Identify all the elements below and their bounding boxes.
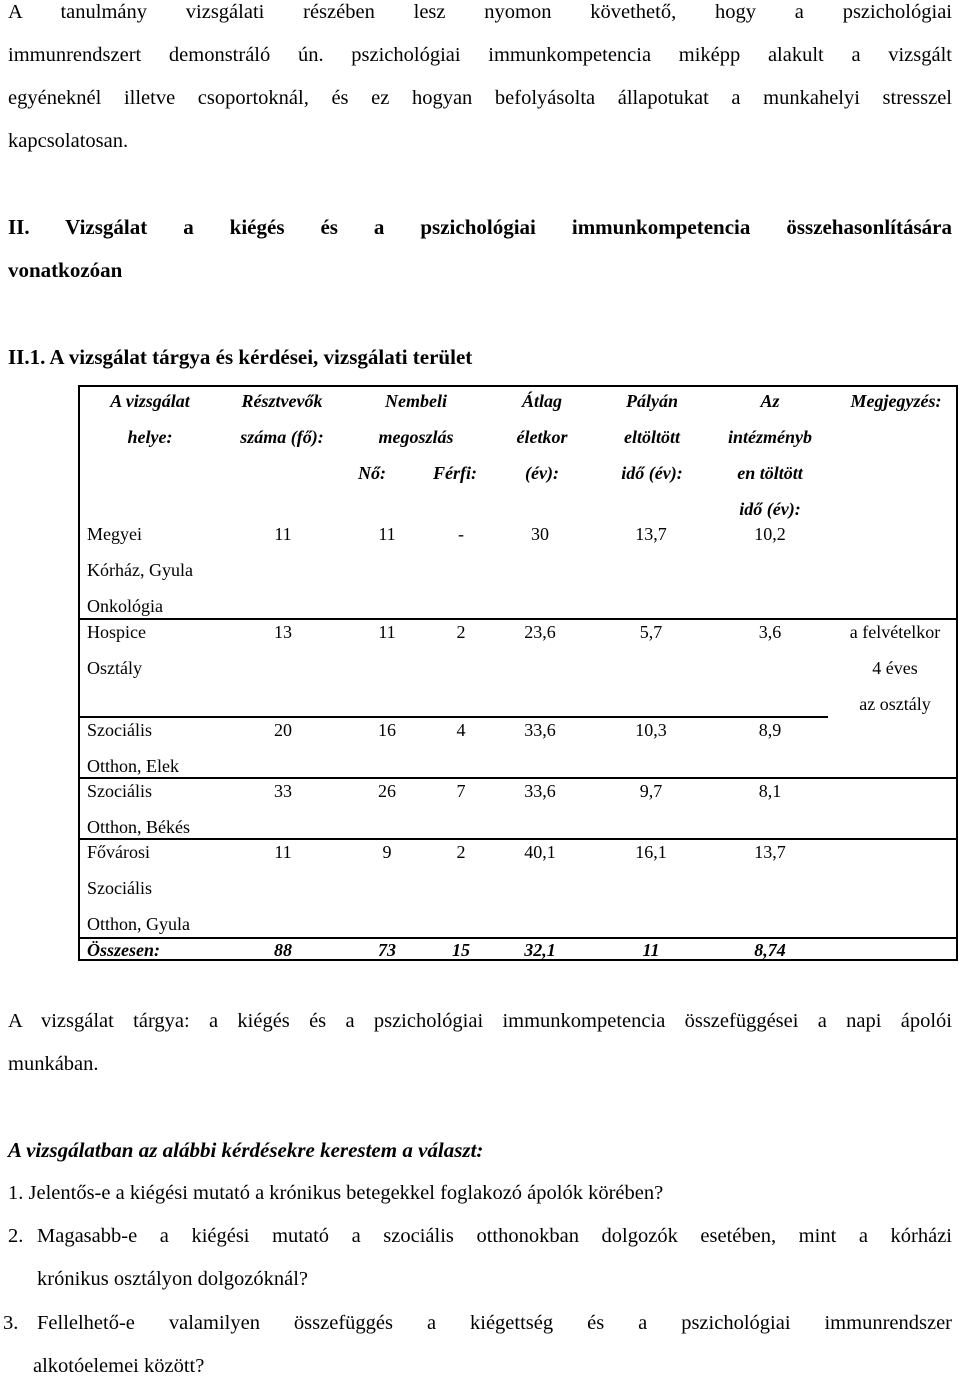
total-participants: 88 [274, 940, 292, 960]
row-2-female: 11 [378, 622, 396, 642]
intro-line-3: egyéneknél illetve csoportoknál, és ez hogyan befolyásolta állapotukat a munkahelyi stresszel [8, 87, 952, 109]
row-4-female: 26 [378, 781, 396, 801]
row-5-age: 40,1 [524, 842, 556, 862]
row-1-place: Megyei Kórház, Gyula Onkológia [87, 524, 193, 616]
question-2-number: 2. [8, 1225, 24, 1247]
intro-line-1: A tanulmány vizsgálati részében lesz nyomon követhető, hogy a pszichológiai [8, 1, 952, 23]
header-female: Nő: [358, 463, 386, 483]
row-1-participants: 11 [274, 524, 292, 544]
row-2-career: 5,7 [639, 622, 663, 642]
row-5-male: 2 [456, 842, 466, 862]
row-4-place: Szociális Otthon, Békés [87, 781, 190, 837]
row-3-institution: 8,9 [758, 720, 782, 740]
total-label: Összesen: [87, 940, 161, 960]
row-5-participants: 11 [274, 842, 292, 862]
row-4-career: 9,7 [639, 781, 663, 801]
row-5-female: 9 [382, 842, 392, 862]
header-note: Megjegyzés: [850, 391, 942, 411]
row-3-place: Szociális Otthon, Elek [87, 720, 179, 776]
section-heading-line-2: vonatkozóan [8, 258, 123, 282]
row-3-age: 33,6 [524, 720, 556, 740]
data-table [78, 385, 958, 961]
sub-heading: II.1. A vizsgálat tárgya és kérdései, vizsgálati terület [8, 345, 473, 369]
row-5-place: Fővárosi Szociális Otthon, Gyula [87, 842, 190, 934]
row-5-career: 16,1 [635, 842, 667, 862]
question-3-line-1: Fellelhető-e valamilyen összefüggés a kiégettség és a pszichológiai immunrendszer [37, 1312, 952, 1334]
row-2-place: Hospice Osztály [87, 622, 146, 678]
question-3-line-2: alkotóelemei között? [33, 1355, 205, 1377]
row-1-age: 30 [531, 524, 549, 544]
header-career: Pályán eltöltött idő (év): [621, 391, 683, 483]
row-4-institution: 8,1 [758, 781, 782, 801]
row-3-female: 16 [378, 720, 396, 740]
row-4-participants: 33 [274, 781, 292, 801]
row-3-career: 10,3 [635, 720, 667, 740]
header-age: Átlag életkor (év): [516, 391, 568, 483]
row-2-participants: 13 [274, 622, 292, 642]
row-3-participants: 20 [274, 720, 292, 740]
question-1: 1. Jelentős-e a kiégési mutató a krónikus betegekkel foglakozó ápolók körében? [8, 1182, 664, 1204]
row-4-male: 7 [456, 781, 466, 801]
total-institution: 8,74 [754, 940, 786, 960]
total-career: 11 [642, 940, 660, 960]
header-institution: Az intézményb en töltött idő (év): [728, 391, 812, 519]
intro-line-4: kapcsolatosan. [8, 130, 129, 152]
question-3-number: 3. [3, 1312, 19, 1334]
row-2-institution: 3,6 [758, 622, 782, 642]
intro-line-2: immunrendszert demonstráló ún. pszichológiai immunkompetencia miképp alakult a vizsgált [8, 44, 952, 66]
total-female: 73 [378, 940, 396, 960]
row-2-male: 2 [456, 622, 466, 642]
total-age: 32,1 [524, 940, 556, 960]
header-participants: Résztvevők száma (fő): [240, 391, 324, 447]
header-male: Férfi: [433, 463, 477, 483]
question-2-line-2: krónikus osztályon dolgozóknál? [37, 1268, 309, 1290]
row-1-career: 13,7 [635, 524, 667, 544]
row-1-institution: 10,2 [754, 524, 786, 544]
subject-line-2: munkában. [8, 1053, 99, 1075]
row-2-age: 23,6 [524, 622, 556, 642]
header-gender: Nembeli megoszlás [378, 391, 454, 447]
row-4-age: 33,6 [524, 781, 556, 801]
row-1-male: - [458, 524, 464, 544]
section-heading-line-1: II. Vizsgálat a kiégés és a pszichológiai immunkompetencia összehasonlítására [8, 215, 952, 239]
row-1-female: 11 [378, 524, 396, 544]
questions-heading: A vizsgálatban az alábbi kérdésekre kerestem a választ: [8, 1138, 484, 1162]
header-place: A vizsgálat helye: [110, 391, 190, 447]
row-5-institution: 13,7 [754, 842, 786, 862]
row-3-male: 4 [456, 720, 466, 740]
subject-line-1: A vizsgálat tárgya: a kiégés és a pszichológiai immunkompetencia összefüggései a napi ápolói [8, 1010, 952, 1032]
question-2-line-1: Magasabb-e a kiégési mutató a szociális otthonokban dolgozók esetében, mint a kórházi [37, 1225, 952, 1247]
total-male: 15 [452, 940, 470, 960]
row-2-note: a felvételkor 4 éves az osztály [849, 622, 941, 714]
